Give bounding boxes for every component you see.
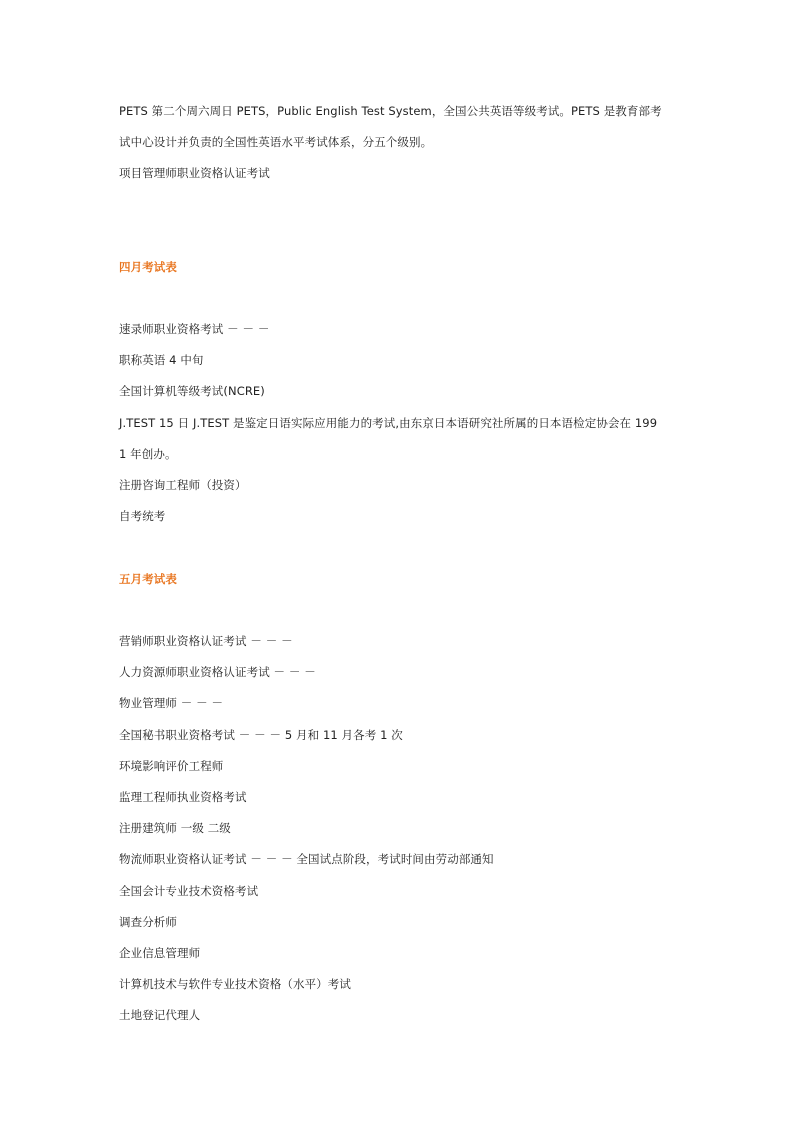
april-item: 自考统考 (119, 509, 166, 523)
may-item: 物业管理师 － － － (119, 696, 224, 710)
may-item: 土地登记代理人 (119, 1008, 201, 1022)
may-item: 计算机技术与软件专业技术资格（水平）考试 (119, 977, 351, 991)
may-item: 人力资源师职业资格认证考试 － － － (119, 665, 316, 679)
intro-line-2: 试中心设计并负责的全国性英语水平考试体系，分五个级别。 (119, 135, 433, 149)
april-item: J.TEST 15 日 J.TEST 是鉴定日语实际应用能力的考试,由东京日本语研究社所属的日本语检定协会在 199 (119, 416, 658, 430)
may-item: 全国会计专业技术资格考试 (119, 884, 259, 898)
may-item: 调查分析师 (119, 915, 177, 929)
may-item: 营销师职业资格认证考试 － － － (119, 634, 293, 648)
may-heading: 五月考试表 (119, 572, 177, 586)
may-item: 监理工程师执业资格考试 (119, 790, 247, 804)
april-item: 速录师职业资格考试 － － － (119, 322, 270, 336)
intro-line-1: PETS 第二个周六周日 PETS，Public English Test System，全国公共英语等级考试。PETS 是教育部考 (119, 104, 662, 118)
may-item: 企业信息管理师 (119, 946, 201, 960)
may-item: 注册建筑师 一级 二级 (119, 821, 231, 835)
april-item: 全国计算机等级考试(NCRE) (119, 384, 265, 398)
april-item: 注册咨询工程师（投资） (119, 478, 247, 492)
april-item: 职称英语 4 中旬 (119, 353, 204, 367)
intro-line-3: 项目管理师职业资格认证考试 (119, 166, 270, 180)
may-item: 环境影响评价工程师 (119, 759, 224, 773)
april-item: 1 年创办。 (119, 447, 177, 461)
april-heading: 四月考试表 (119, 260, 177, 274)
may-item: 物流师职业资格认证考试 － － － 全国试点阶段，考试时间由劳动部通知 (119, 852, 494, 866)
may-item: 全国秘书职业资格考试 － － － 5 月和 11 月各考 1 次 (119, 728, 403, 742)
